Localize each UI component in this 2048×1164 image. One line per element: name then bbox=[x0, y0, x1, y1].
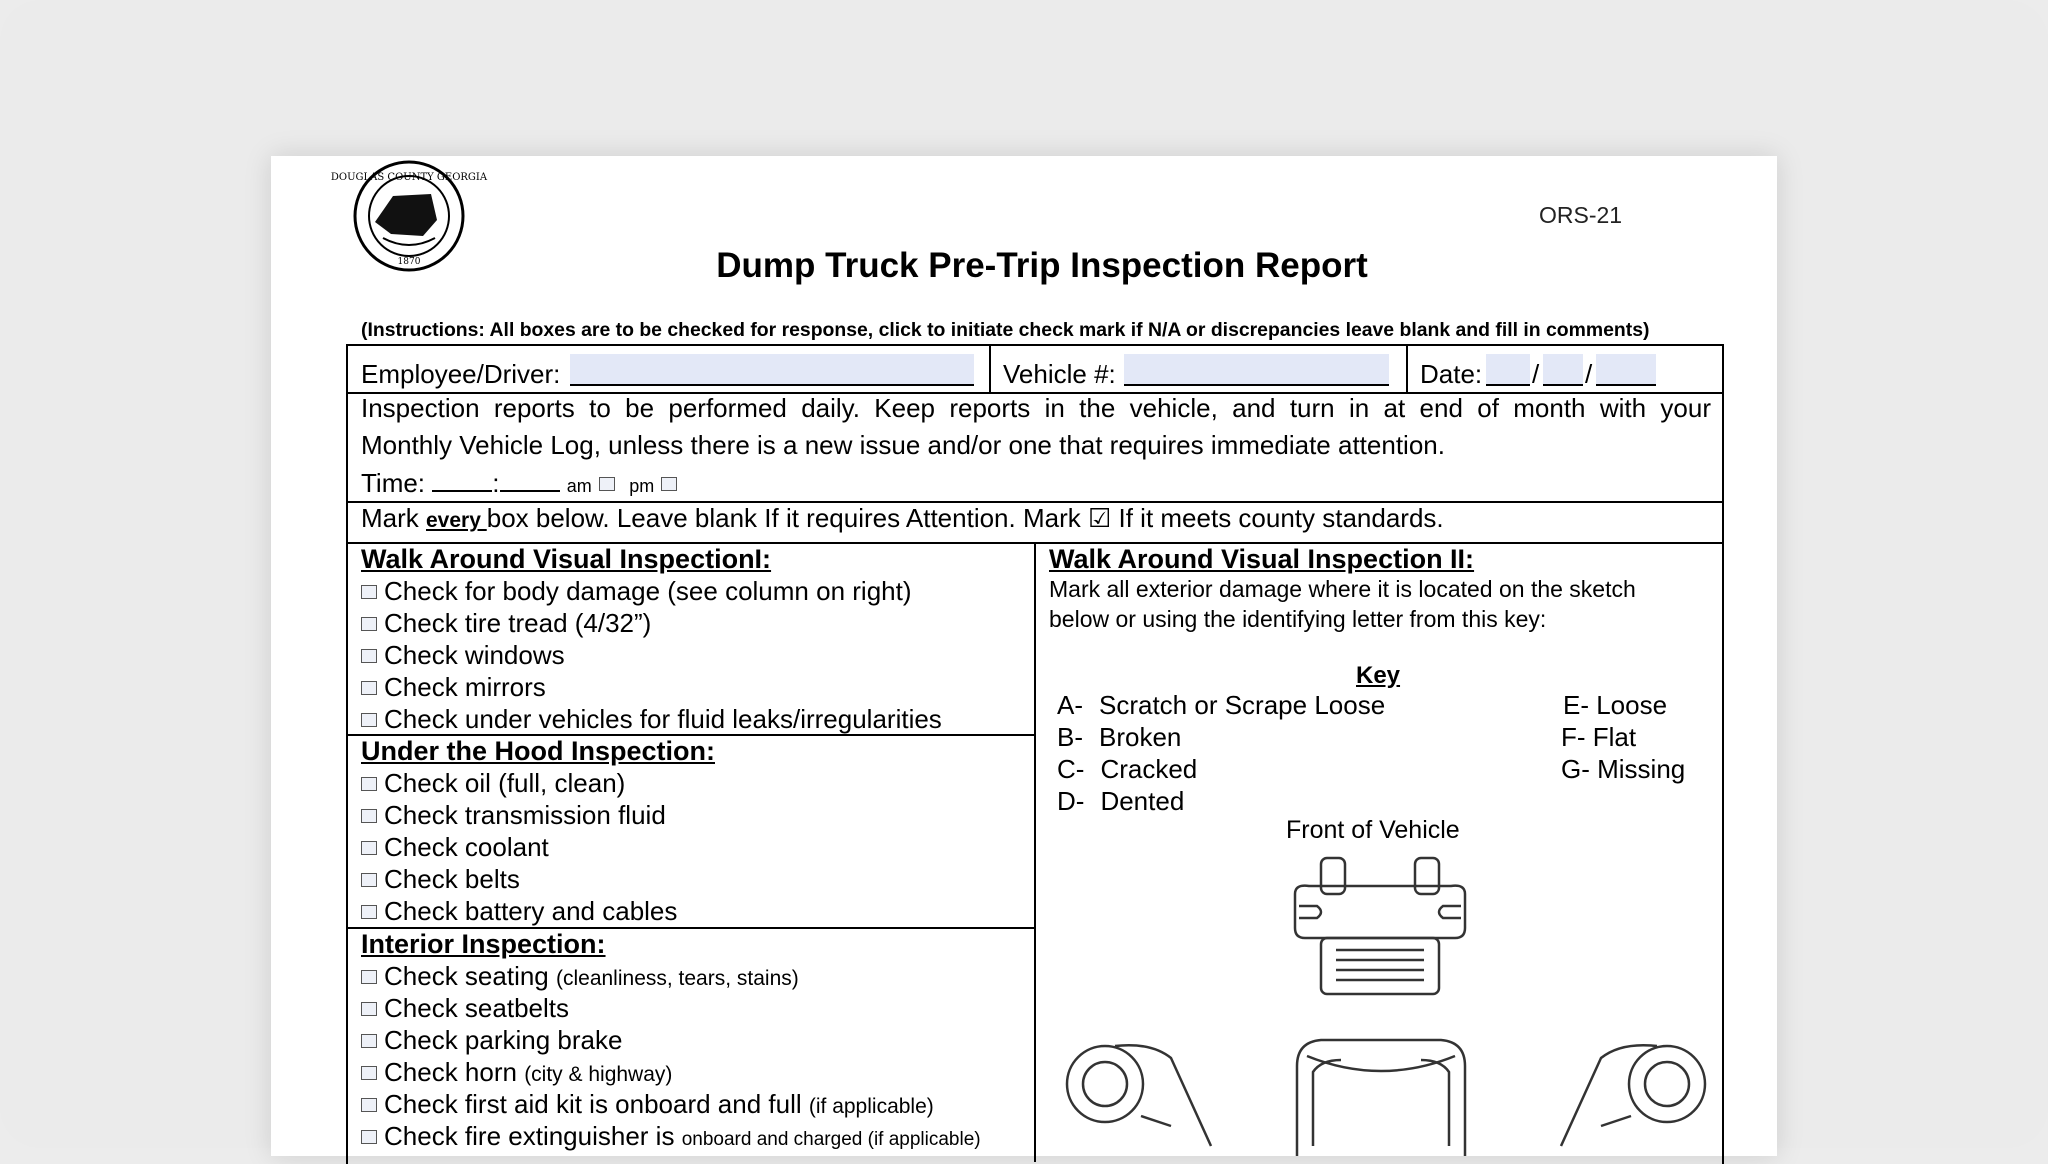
checkbox[interactable] bbox=[361, 1034, 377, 1048]
time-row bbox=[361, 466, 684, 499]
mark-prefix: Mark bbox=[361, 503, 426, 533]
checklist-item[interactable]: Check battery and cables bbox=[361, 896, 677, 927]
walk-around-1-title: Walk Around Visual InspectionI: bbox=[361, 544, 772, 574]
checklist-item[interactable]: Check mirrors bbox=[361, 672, 546, 703]
key-item-f: F- Flat bbox=[1561, 722, 1637, 752]
document-title: Dump Truck Pre-Trip Inspection Report bbox=[716, 246, 1368, 285]
svg-text:DOUGLAS COUNTY GEORGIA: DOUGLAS COUNTY GEORGIA bbox=[330, 172, 488, 183]
instructions-text: (Instructions: All boxes are to be checked for response, click to initiate check mark if N/A or discrepancies leave blank and fill in comments) bbox=[361, 319, 1650, 341]
key-item-b: B- Broken bbox=[1057, 722, 1182, 752]
checklist-item[interactable]: Check belts bbox=[361, 864, 520, 895]
walk-around-2-desc-1: Mark all exterior damage where it is located on the sketch bbox=[1049, 576, 1636, 602]
checkbox[interactable] bbox=[361, 681, 377, 695]
checkbox[interactable] bbox=[361, 809, 377, 823]
checkbox[interactable] bbox=[361, 777, 377, 791]
checkbox[interactable] bbox=[361, 970, 377, 984]
checkbox[interactable] bbox=[361, 841, 377, 855]
checkbox[interactable] bbox=[361, 905, 377, 919]
checkbox[interactable] bbox=[361, 1130, 377, 1144]
checkbox[interactable] bbox=[361, 1098, 377, 1112]
date-separator: / bbox=[1532, 359, 1540, 389]
checklist-item[interactable]: Check first aid kit is onboard and full (if applicable) bbox=[361, 1089, 934, 1120]
sketch-caption: Front of Vehicle bbox=[1286, 816, 1460, 844]
date-label: Date: bbox=[1420, 359, 1483, 389]
key-item-e: E- Loose bbox=[1563, 690, 1668, 720]
checkbox[interactable] bbox=[361, 1066, 377, 1080]
checklist-item[interactable]: Check transmission fluid bbox=[361, 800, 666, 831]
date-day-field[interactable] bbox=[1543, 354, 1583, 386]
key-item-g: G- Missing bbox=[1561, 754, 1686, 784]
key-title: Key bbox=[1356, 662, 1401, 689]
notice-line-1: Inspection reports to be performed daily. Keep reports in the vehicle, and turn in at end of month with your bbox=[361, 393, 1711, 423]
vehicle-damage-sketch[interactable] bbox=[1051, 846, 1721, 1156]
checklist-item[interactable]: Check tire tread (4/32”) bbox=[361, 608, 651, 639]
checklist-item[interactable]: Check seatbelts bbox=[361, 993, 569, 1024]
under-hood-title: Under the Hood Inspection: bbox=[361, 736, 715, 766]
mark-every-emphasis: every bbox=[426, 509, 487, 532]
checkbox[interactable] bbox=[361, 617, 377, 631]
checklist-item[interactable]: Check fire extinguisher is onboard and charged (if applicable) bbox=[361, 1121, 981, 1152]
walk-around-2-desc-2: below or using the identifying letter from this key: bbox=[1049, 606, 1547, 632]
key-item-d: D- Dented bbox=[1057, 786, 1185, 816]
employee-driver-label: Employee/Driver: bbox=[361, 359, 561, 389]
am-label: am bbox=[566, 476, 592, 496]
vehicle-number-label: Vehicle #: bbox=[1003, 359, 1116, 389]
pm-label: pm bbox=[629, 476, 655, 496]
am-checkbox[interactable] bbox=[599, 477, 615, 491]
checklist-item[interactable]: Check coolant bbox=[361, 832, 549, 863]
checkbox[interactable] bbox=[361, 1002, 377, 1016]
vehicle-number-field[interactable] bbox=[1124, 354, 1389, 386]
interior-title: Interior Inspection: bbox=[361, 929, 606, 959]
mark-instruction bbox=[361, 503, 1444, 534]
checkbox[interactable] bbox=[361, 713, 377, 727]
employee-driver-field[interactable] bbox=[570, 354, 974, 386]
checkbox[interactable] bbox=[361, 873, 377, 887]
time-minute-field[interactable] bbox=[500, 466, 560, 492]
checklist-item[interactable]: Check horn (city & highway) bbox=[361, 1057, 672, 1088]
checkbox[interactable] bbox=[361, 649, 377, 663]
key-item-c: C- Cracked bbox=[1057, 754, 1198, 784]
pm-checkbox[interactable] bbox=[661, 477, 677, 491]
checklist-item[interactable]: Check windows bbox=[361, 640, 565, 671]
time-label: Time: bbox=[361, 468, 426, 498]
date-year-field[interactable] bbox=[1596, 354, 1656, 386]
checklist-item[interactable]: Check oil (full, clean) bbox=[361, 768, 625, 799]
checklist-item[interactable]: Check under vehicles for fluid leaks/irregularities bbox=[361, 704, 942, 735]
document-page bbox=[271, 156, 1777, 1156]
checklist-item[interactable]: Check for body damage (see column on right) bbox=[361, 576, 912, 607]
form-number: ORS-21 bbox=[1539, 202, 1623, 228]
time-hour-field[interactable] bbox=[432, 466, 492, 492]
walk-around-2-title: Walk Around Visual Inspection II: bbox=[1049, 544, 1475, 574]
svg-text:1870: 1870 bbox=[397, 257, 421, 267]
checklist-item[interactable]: Check parking brake bbox=[361, 1025, 622, 1056]
checkbox[interactable] bbox=[361, 585, 377, 599]
mark-suffix: box below. Leave blank If it requires Attention. Mark ☑ If it meets county standards. bbox=[486, 503, 1444, 533]
date-month-field[interactable] bbox=[1486, 354, 1530, 386]
time-separator: : bbox=[492, 468, 500, 498]
checklist-item[interactable]: Check seating (cleanliness, tears, stains) bbox=[361, 961, 799, 992]
key-item-a: A- Scratch or Scrape Loose bbox=[1057, 690, 1386, 720]
notice-line-2: Monthly Vehicle Log, unless there is a new issue and/or one that requires immediate attention. bbox=[361, 430, 1445, 460]
date-separator: / bbox=[1585, 359, 1593, 389]
